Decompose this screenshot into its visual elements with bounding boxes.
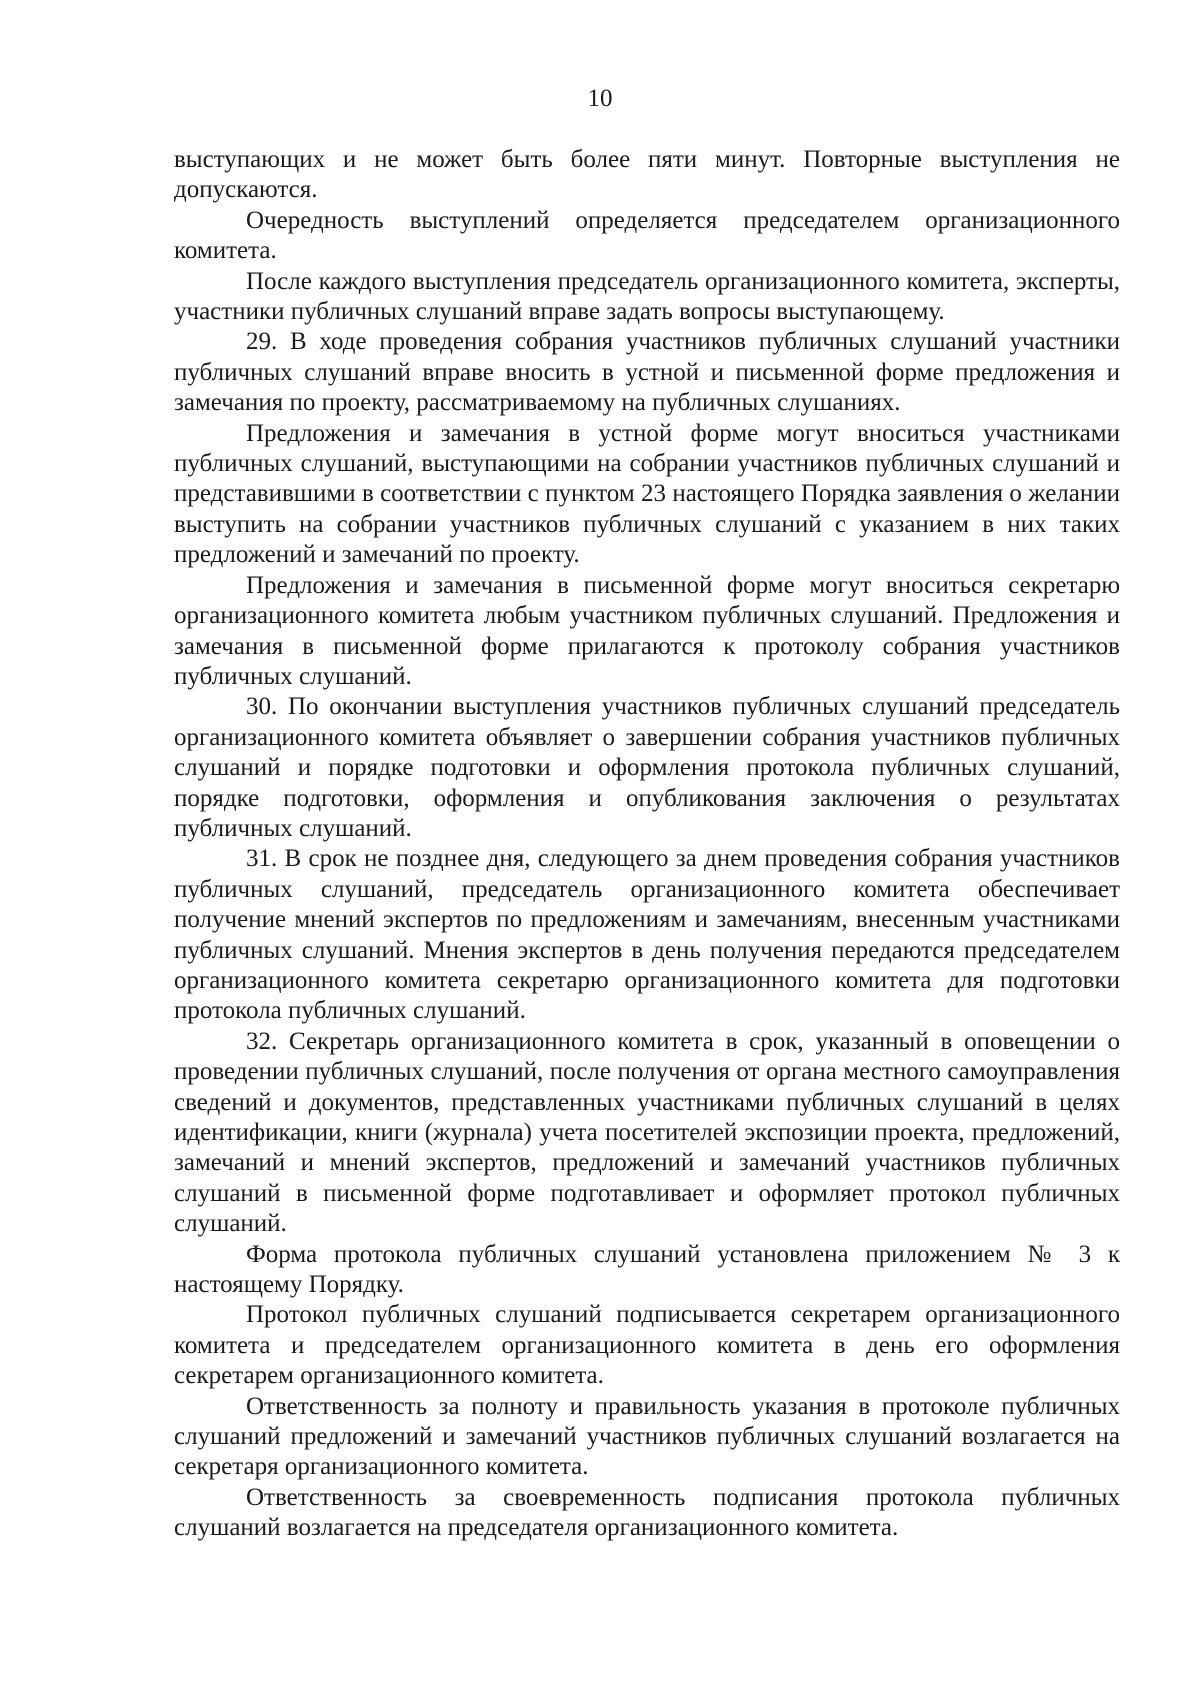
paragraph: После каждого выступления председатель организационного комитета, эксперты, участники публичных слушаний вправе задать вопросы выступающему. (174, 267, 1120, 326)
paragraph-clause-30: 30. По окончании выступления участников публичных слушаний председатель организационного комитета объявляет о завершении собрания участников публичных слушаний и порядке подготовки и оформления протокола публичных слушаний, порядке подготовки, оформления и опубликования заключения о результатах публичных слушаний. (174, 693, 1120, 842)
paragraph: Предложения и замечания в устной форме могут вноситься участниками публичных слушаний, выступающими на собрании участников публичных слушаний и представившими в соответствии с пунктом 23 настоящего Порядка заявления о желании выступить на собрании участников публичных слушаний с указанием в них таких предложений и замечаний по проекту. (174, 419, 1120, 569)
paragraph: Предложения и замечания в письменной форме могут вноситься секретарю организационного комитета любым участником публичных слушаний. Предложения и замечания в письменной форме прилагаются к протоколу собрания участников публичных слушаний. (174, 571, 1120, 690)
page-number: 10 (587, 85, 613, 112)
paragraph-clause-32: 32. Секретарь организационного комитета в срок, указанный в оповещении о проведении публичных слушаний, после получения от органа местного самоуправления сведений и документов, представленных участниками публичных слушаний в целях идентификации, книги (журнала) учета посетителей экспозиции проекта, предложений, замечаний и мнений экспертов, предложений и замечаний участников публичных слушаний в письменной форме подготавливает и оформляет протокол публичных слушаний. (174, 1027, 1120, 1238)
document-body (174, 145, 1120, 1544)
paragraph-clause-29: 29. В ходе проведения собрания участников публичных слушаний участники публичных слушаний вправе вносить в устной и письменной форме предложения и замечания по проекту, рассматриваемому на публичных слушаниях. (174, 328, 1120, 417)
paragraph: Ответственность за своевременность подписания протокола публичных слушаний возлагается на председателя организационного комитета. (174, 1483, 1120, 1542)
paragraph: Протокол публичных слушаний подписывается секретарем организационного комитета и председателем организационного комитета в день его оформления секретарем организационного комитета. (174, 1301, 1120, 1390)
paragraph-continuation: выступающих и не может быть более пяти минут. Повторные выступления не допускаются. (174, 146, 1120, 204)
paragraph: Очередность выступлений определяется председателем организационного комитета. (174, 206, 1120, 265)
paragraph: Ответственность за полноту и правильность указания в протоколе публичных слушаний предложений и замечаний участников публичных слушаний возлагается на секретаря организационного комитета. (174, 1392, 1120, 1481)
paragraph: Форма протокола публичных слушаний установлена приложением № 3 к настоящему Порядку. (174, 1240, 1120, 1299)
paragraph-clause-31: 31. В срок не позднее дня, следующего за днем проведения собрания участников публичных слушаний, председатель организационного комитета обеспечивает получение мнений экспертов по предложениям и замечаниям, внесенным участниками публичных слушаний. Мнения экспертов в день получения передаются председателем организационного комитета секретарю организационного комитета для подготовки протокола публичных слушаний. (174, 845, 1120, 1025)
